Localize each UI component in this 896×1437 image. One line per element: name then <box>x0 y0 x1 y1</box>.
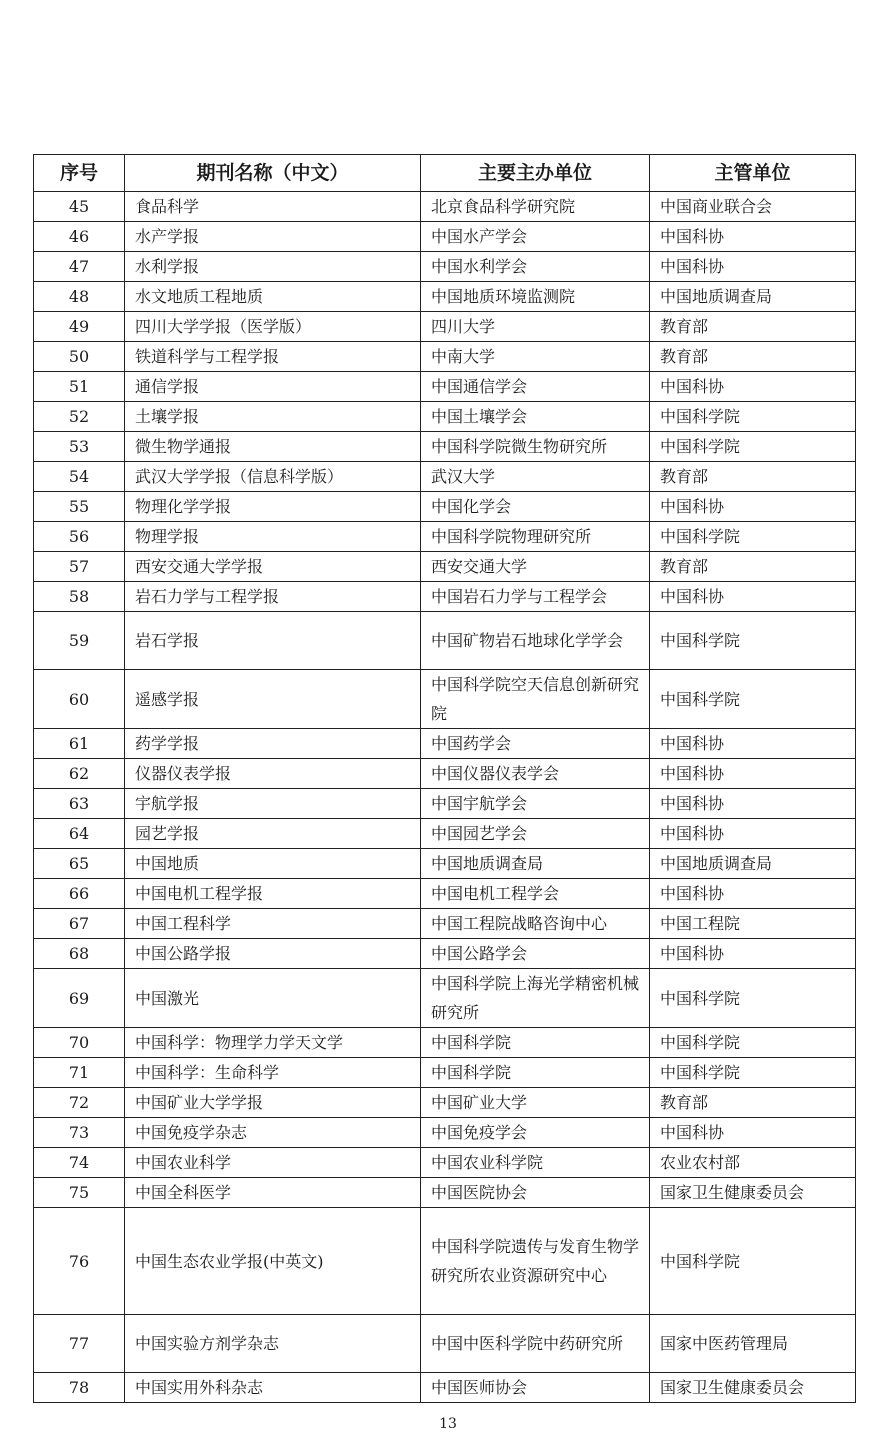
table-row <box>34 789 856 819</box>
table-row <box>34 909 856 939</box>
sponsor-cell: 中国科学院微生物研究所 <box>421 432 650 462</box>
table-row <box>34 492 856 522</box>
serial-number-cell: 60 <box>34 670 125 729</box>
table-row <box>34 939 856 969</box>
sponsor-cell: 中国矿业大学 <box>421 1088 650 1118</box>
journal-name-cell: 中国科学：生命科学 <box>125 1058 421 1088</box>
supervisor-cell: 农业农村部 <box>650 1148 856 1178</box>
table-header-row <box>34 155 856 192</box>
table-row <box>34 342 856 372</box>
journal-name-cell: 中国激光 <box>125 969 421 1028</box>
journal-name-cell: 仪器仪表学报 <box>125 759 421 789</box>
serial-number-cell: 64 <box>34 819 125 849</box>
serial-number-cell: 61 <box>34 729 125 759</box>
sponsor-cell: 中国地质调查局 <box>421 849 650 879</box>
supervisor-cell: 教育部 <box>650 312 856 342</box>
table-row <box>34 1315 856 1373</box>
journal-name-cell: 食品科学 <box>125 192 421 222</box>
serial-number-cell: 45 <box>34 192 125 222</box>
supervisor-cell: 中国科学院 <box>650 402 856 432</box>
supervisor-cell: 教育部 <box>650 462 856 492</box>
supervisor-cell: 中国科协 <box>650 582 856 612</box>
supervisor-cell: 中国科协 <box>650 879 856 909</box>
sponsor-cell: 西安交通大学 <box>421 552 650 582</box>
journal-name-cell: 中国实验方剂学杂志 <box>125 1315 421 1373</box>
serial-number-cell: 68 <box>34 939 125 969</box>
journal-name-cell: 物理化学学报 <box>125 492 421 522</box>
serial-number-cell: 58 <box>34 582 125 612</box>
table-row <box>34 1028 856 1058</box>
journal-name-cell: 园艺学报 <box>125 819 421 849</box>
header-supervisor: 主管单位 <box>650 155 856 192</box>
journal-name-cell: 西安交通大学学报 <box>125 552 421 582</box>
sponsor-cell: 中国岩石力学与工程学会 <box>421 582 650 612</box>
supervisor-cell: 国家卫生健康委员会 <box>650 1373 856 1403</box>
sponsor-cell: 中国矿物岩石地球化学学会 <box>421 612 650 670</box>
supervisor-cell: 中国地质调查局 <box>650 282 856 312</box>
supervisor-cell: 中国科学院 <box>650 432 856 462</box>
serial-number-cell: 72 <box>34 1088 125 1118</box>
serial-number-cell: 53 <box>34 432 125 462</box>
supervisor-cell: 中国地质调查局 <box>650 849 856 879</box>
journal-name-cell: 岩石学报 <box>125 612 421 670</box>
sponsor-cell: 中国医院协会 <box>421 1178 650 1208</box>
serial-number-cell: 66 <box>34 879 125 909</box>
table-row <box>34 312 856 342</box>
supervisor-cell: 教育部 <box>650 1088 856 1118</box>
journal-name-cell: 中国科学：物理学力学天文学 <box>125 1028 421 1058</box>
sponsor-cell: 中国科学院上海光学精密机械研究所 <box>421 969 650 1028</box>
sponsor-cell: 中国医师协会 <box>421 1373 650 1403</box>
journal-name-cell: 微生物学通报 <box>125 432 421 462</box>
serial-number-cell: 65 <box>34 849 125 879</box>
sponsor-cell: 中国科学院 <box>421 1028 650 1058</box>
journal-name-cell: 通信学报 <box>125 372 421 402</box>
supervisor-cell: 中国科协 <box>650 789 856 819</box>
sponsor-cell: 中国公路学会 <box>421 939 650 969</box>
journal-name-cell: 中国工程科学 <box>125 909 421 939</box>
page-number: 13 <box>439 1416 457 1432</box>
sponsor-cell: 中南大学 <box>421 342 650 372</box>
table-row <box>34 1088 856 1118</box>
table-row <box>34 402 856 432</box>
journal-name-cell: 水产学报 <box>125 222 421 252</box>
table-row <box>34 1208 856 1315</box>
serial-number-cell: 46 <box>34 222 125 252</box>
sponsor-cell: 中国农业科学院 <box>421 1148 650 1178</box>
table-row <box>34 729 856 759</box>
table-row <box>34 552 856 582</box>
sponsor-cell: 中国化学会 <box>421 492 650 522</box>
sponsor-cell: 中国地质环境监测院 <box>421 282 650 312</box>
journal-name-cell: 中国免疫学杂志 <box>125 1118 421 1148</box>
journal-name-cell: 铁道科学与工程学报 <box>125 342 421 372</box>
table-row <box>34 670 856 729</box>
serial-number-cell: 74 <box>34 1148 125 1178</box>
supervisor-cell: 中国科协 <box>650 729 856 759</box>
sponsor-cell: 中国电机工程学会 <box>421 879 650 909</box>
supervisor-cell: 中国科协 <box>650 492 856 522</box>
serial-number-cell: 50 <box>34 342 125 372</box>
table-row <box>34 462 856 492</box>
supervisor-cell: 中国科学院 <box>650 1058 856 1088</box>
serial-number-cell: 73 <box>34 1118 125 1148</box>
table-row <box>34 432 856 462</box>
sponsor-cell: 中国药学会 <box>421 729 650 759</box>
serial-number-cell: 70 <box>34 1028 125 1058</box>
supervisor-cell: 中国科学院 <box>650 522 856 552</box>
table-row <box>34 1178 856 1208</box>
journal-name-cell: 中国农业科学 <box>125 1148 421 1178</box>
table-row <box>34 282 856 312</box>
table-row <box>34 1148 856 1178</box>
journal-name-cell: 中国公路学报 <box>125 939 421 969</box>
supervisor-cell: 中国商业联合会 <box>650 192 856 222</box>
sponsor-cell: 中国中医科学院中药研究所 <box>421 1315 650 1373</box>
serial-number-cell: 76 <box>34 1208 125 1315</box>
table-row <box>34 252 856 282</box>
sponsor-cell: 中国水利学会 <box>421 252 650 282</box>
serial-number-cell: 54 <box>34 462 125 492</box>
supervisor-cell: 中国科学院 <box>650 612 856 670</box>
table-row <box>34 969 856 1028</box>
serial-number-cell: 48 <box>34 282 125 312</box>
table-row <box>34 879 856 909</box>
sponsor-cell: 四川大学 <box>421 312 650 342</box>
table-row <box>34 849 856 879</box>
table-row <box>34 372 856 402</box>
sponsor-cell: 中国科学院 <box>421 1058 650 1088</box>
journal-name-cell: 中国生态农业学报(中英文) <box>125 1208 421 1315</box>
table-row <box>34 759 856 789</box>
journal-name-cell: 土壤学报 <box>125 402 421 432</box>
sponsor-cell: 中国科学院物理研究所 <box>421 522 650 552</box>
journal-name-cell: 中国实用外科杂志 <box>125 1373 421 1403</box>
supervisor-cell: 中国科学院 <box>650 1208 856 1315</box>
supervisor-cell: 教育部 <box>650 342 856 372</box>
serial-number-cell: 69 <box>34 969 125 1028</box>
sponsor-cell: 中国宇航学会 <box>421 789 650 819</box>
supervisor-cell: 中国科协 <box>650 819 856 849</box>
table-row <box>34 1373 856 1403</box>
serial-number-cell: 77 <box>34 1315 125 1373</box>
serial-number-cell: 59 <box>34 612 125 670</box>
sponsor-cell: 中国免疫学会 <box>421 1118 650 1148</box>
supervisor-cell: 中国科协 <box>650 939 856 969</box>
supervisor-cell: 国家中医药管理局 <box>650 1315 856 1373</box>
supervisor-cell: 中国科学院 <box>650 670 856 729</box>
serial-number-cell: 78 <box>34 1373 125 1403</box>
sponsor-cell: 中国园艺学会 <box>421 819 650 849</box>
journal-name-cell: 中国矿业大学学报 <box>125 1088 421 1118</box>
table-row <box>34 819 856 849</box>
journal-name-cell: 四川大学学报（医学版） <box>125 312 421 342</box>
serial-number-cell: 62 <box>34 759 125 789</box>
table-row <box>34 1118 856 1148</box>
supervisor-cell: 中国科协 <box>650 1118 856 1148</box>
journal-name-cell: 武汉大学学报（信息科学版） <box>125 462 421 492</box>
journal-name-cell: 宇航学报 <box>125 789 421 819</box>
journal-name-cell: 遥感学报 <box>125 670 421 729</box>
journal-name-cell: 药学学报 <box>125 729 421 759</box>
supervisor-cell: 教育部 <box>650 552 856 582</box>
table-row <box>34 612 856 670</box>
sponsor-cell: 中国通信学会 <box>421 372 650 402</box>
journal-table <box>33 154 856 1403</box>
serial-number-cell: 56 <box>34 522 125 552</box>
sponsor-cell: 北京食品科学研究院 <box>421 192 650 222</box>
journal-table-body <box>34 192 856 1403</box>
sponsor-cell: 中国仪器仪表学会 <box>421 759 650 789</box>
table-row <box>34 192 856 222</box>
supervisor-cell: 中国科学院 <box>650 1028 856 1058</box>
serial-number-cell: 52 <box>34 402 125 432</box>
supervisor-cell: 中国科协 <box>650 222 856 252</box>
journal-name-cell: 物理学报 <box>125 522 421 552</box>
table-row <box>34 522 856 552</box>
serial-number-cell: 57 <box>34 552 125 582</box>
sponsor-cell: 中国土壤学会 <box>421 402 650 432</box>
header-sponsor: 主要主办单位 <box>421 155 650 192</box>
supervisor-cell: 中国科学院 <box>650 969 856 1028</box>
supervisor-cell: 中国工程院 <box>650 909 856 939</box>
journal-name-cell: 水文地质工程地质 <box>125 282 421 312</box>
serial-number-cell: 47 <box>34 252 125 282</box>
serial-number-cell: 55 <box>34 492 125 522</box>
supervisor-cell: 中国科协 <box>650 759 856 789</box>
sponsor-cell: 武汉大学 <box>421 462 650 492</box>
serial-number-cell: 71 <box>34 1058 125 1088</box>
journal-name-cell: 中国地质 <box>125 849 421 879</box>
journal-name-cell: 中国全科医学 <box>125 1178 421 1208</box>
journal-name-cell: 水利学报 <box>125 252 421 282</box>
serial-number-cell: 67 <box>34 909 125 939</box>
header-serial-number: 序号 <box>34 155 125 192</box>
header-journal-name: 期刊名称（中文） <box>125 155 421 192</box>
table-row <box>34 222 856 252</box>
sponsor-cell: 中国科学院遗传与发育生物学研究所农业资源研究中心 <box>421 1208 650 1315</box>
serial-number-cell: 49 <box>34 312 125 342</box>
serial-number-cell: 75 <box>34 1178 125 1208</box>
sponsor-cell: 中国科学院空天信息创新研究院 <box>421 670 650 729</box>
table-row <box>34 1058 856 1088</box>
sponsor-cell: 中国工程院战略咨询中心 <box>421 909 650 939</box>
journal-name-cell: 岩石力学与工程学报 <box>125 582 421 612</box>
serial-number-cell: 51 <box>34 372 125 402</box>
table-row <box>34 582 856 612</box>
supervisor-cell: 中国科协 <box>650 372 856 402</box>
sponsor-cell: 中国水产学会 <box>421 222 650 252</box>
journal-name-cell: 中国电机工程学报 <box>125 879 421 909</box>
supervisor-cell: 国家卫生健康委员会 <box>650 1178 856 1208</box>
serial-number-cell: 63 <box>34 789 125 819</box>
supervisor-cell: 中国科协 <box>650 252 856 282</box>
